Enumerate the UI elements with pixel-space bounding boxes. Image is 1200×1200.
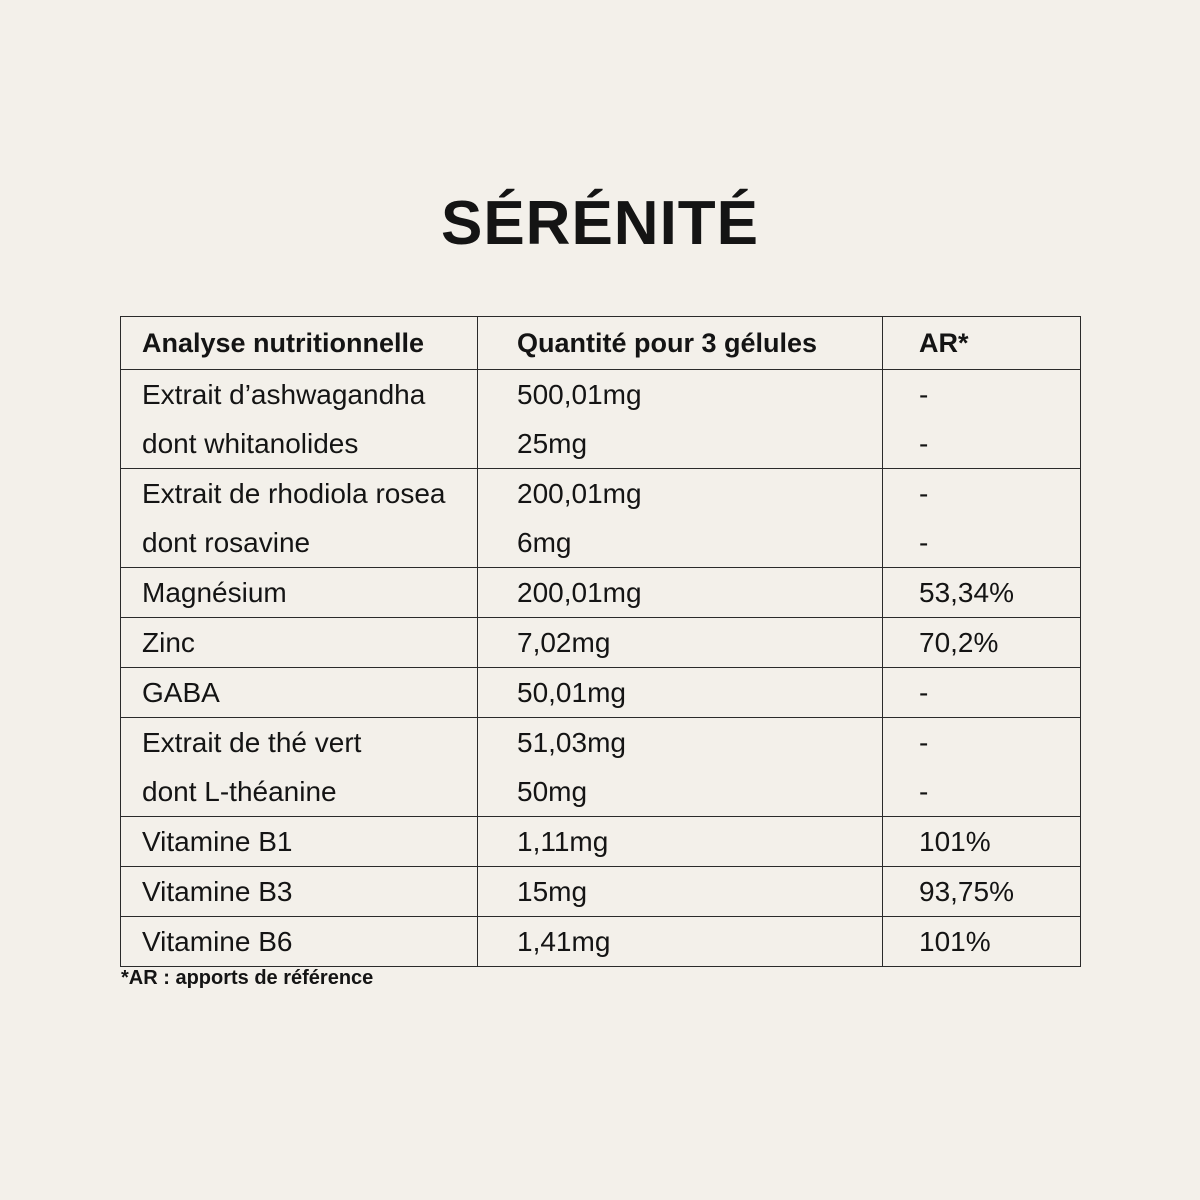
- nutrient-quantity: 7,02mg: [517, 627, 611, 658]
- nutrient-name-cell: [121, 817, 478, 867]
- nutrient-quantity-cell: [478, 370, 883, 469]
- nutrient-reference-intake-cell: [883, 370, 1081, 469]
- nutrient-quantity: 15mg: [517, 876, 588, 907]
- nutrient-reference-intake: -: [919, 776, 929, 807]
- nutrient-quantity: 50mg: [517, 776, 588, 807]
- nutrition-table-container: [120, 316, 1080, 967]
- nutrient-reference-intake-cell: [883, 867, 1081, 917]
- nutrient-name: Vitamine B1: [142, 826, 293, 857]
- nutrient-name: Extrait de thé vert: [142, 727, 362, 758]
- nutrient-quantity-cell: [478, 469, 883, 568]
- nutrient-quantity: 1,41mg: [517, 926, 611, 957]
- nutrient-reference-intake-cell: [883, 668, 1081, 718]
- nutrient-name: GABA: [142, 677, 220, 708]
- table-row: [121, 568, 1081, 618]
- nutrient-reference-intake: -: [919, 379, 929, 410]
- header-analysis: Analyse nutritionnelle: [121, 317, 478, 370]
- nutrient-reference-intake: 101%: [919, 926, 991, 957]
- nutrient-name: dont L-théanine: [142, 776, 337, 807]
- nutrient-reference-intake-cell: [883, 917, 1081, 967]
- nutrient-quantity: 51,03mg: [517, 727, 626, 758]
- nutrient-name: dont whitanolides: [142, 428, 359, 459]
- nutrient-reference-intake-cell: [883, 469, 1081, 568]
- nutrient-name-cell: [121, 469, 478, 568]
- nutrient-reference-intake: -: [919, 727, 929, 758]
- nutrient-quantity: 500,01mg: [517, 379, 642, 410]
- nutrient-reference-intake: 93,75%: [919, 876, 1014, 907]
- nutrient-name-cell: [121, 718, 478, 817]
- table-row: [121, 370, 1081, 469]
- table-body: [121, 370, 1081, 967]
- nutrient-name: dont rosavine: [142, 527, 311, 558]
- nutrient-quantity: 25mg: [517, 428, 588, 459]
- nutrient-reference-intake: -: [919, 478, 929, 509]
- table-row: [121, 867, 1081, 917]
- table-row: [121, 668, 1081, 718]
- nutrient-name-cell: [121, 568, 478, 618]
- nutrient-reference-intake-cell: [883, 718, 1081, 817]
- nutrient-quantity-cell: [478, 718, 883, 817]
- nutrient-name-cell: [121, 668, 478, 718]
- nutrient-quantity-cell: [478, 817, 883, 867]
- nutrient-quantity-cell: [478, 568, 883, 618]
- table-header-row: [121, 317, 1081, 370]
- nutrition-table: [120, 316, 1081, 967]
- nutrient-reference-intake: -: [919, 527, 929, 558]
- nutrient-quantity-cell: [478, 867, 883, 917]
- table-row: [121, 618, 1081, 668]
- nutrient-name: Magnésium: [142, 577, 287, 608]
- header-quantity: Quantité pour 3 gélules: [478, 317, 883, 370]
- nutrient-name: Vitamine B6: [142, 926, 293, 957]
- nutrient-name-cell: [121, 618, 478, 668]
- nutrient-reference-intake: 70,2%: [919, 627, 999, 658]
- nutrient-name: Zinc: [142, 627, 195, 658]
- nutrient-reference-intake: -: [919, 677, 929, 708]
- nutrient-quantity-cell: [478, 917, 883, 967]
- page-title: SÉRÉNITÉ: [440, 189, 760, 258]
- table-row: [121, 917, 1081, 967]
- nutrient-quantity: 200,01mg: [517, 478, 642, 509]
- table-row: [121, 718, 1081, 817]
- nutrient-quantity: 50,01mg: [517, 677, 626, 708]
- table-row: [121, 469, 1081, 568]
- nutrient-quantity: 1,11mg: [517, 826, 609, 857]
- nutrient-name: Vitamine B3: [142, 876, 293, 907]
- nutrient-reference-intake: -: [919, 428, 929, 459]
- nutrient-quantity: 6mg: [517, 527, 572, 558]
- footnote: *AR : apports de référence: [121, 967, 374, 989]
- nutrient-reference-intake-cell: [883, 568, 1081, 618]
- nutrient-name: Extrait de rhodiola rosea: [142, 478, 446, 509]
- nutrient-reference-intake: 101%: [919, 826, 991, 857]
- nutrient-name: Extrait d’ashwagandha: [142, 379, 426, 410]
- nutrient-reference-intake-cell: [883, 618, 1081, 668]
- header-reference-intake: AR*: [883, 317, 1081, 370]
- nutrient-quantity-cell: [478, 668, 883, 718]
- nutrient-name-cell: [121, 867, 478, 917]
- nutrient-reference-intake-cell: [883, 817, 1081, 867]
- nutrient-reference-intake: 53,34%: [919, 577, 1014, 608]
- nutrient-quantity-cell: [478, 618, 883, 668]
- nutrient-quantity: 200,01mg: [517, 577, 642, 608]
- nutrient-name-cell: [121, 917, 478, 967]
- table-row: [121, 817, 1081, 867]
- nutrient-name-cell: [121, 370, 478, 469]
